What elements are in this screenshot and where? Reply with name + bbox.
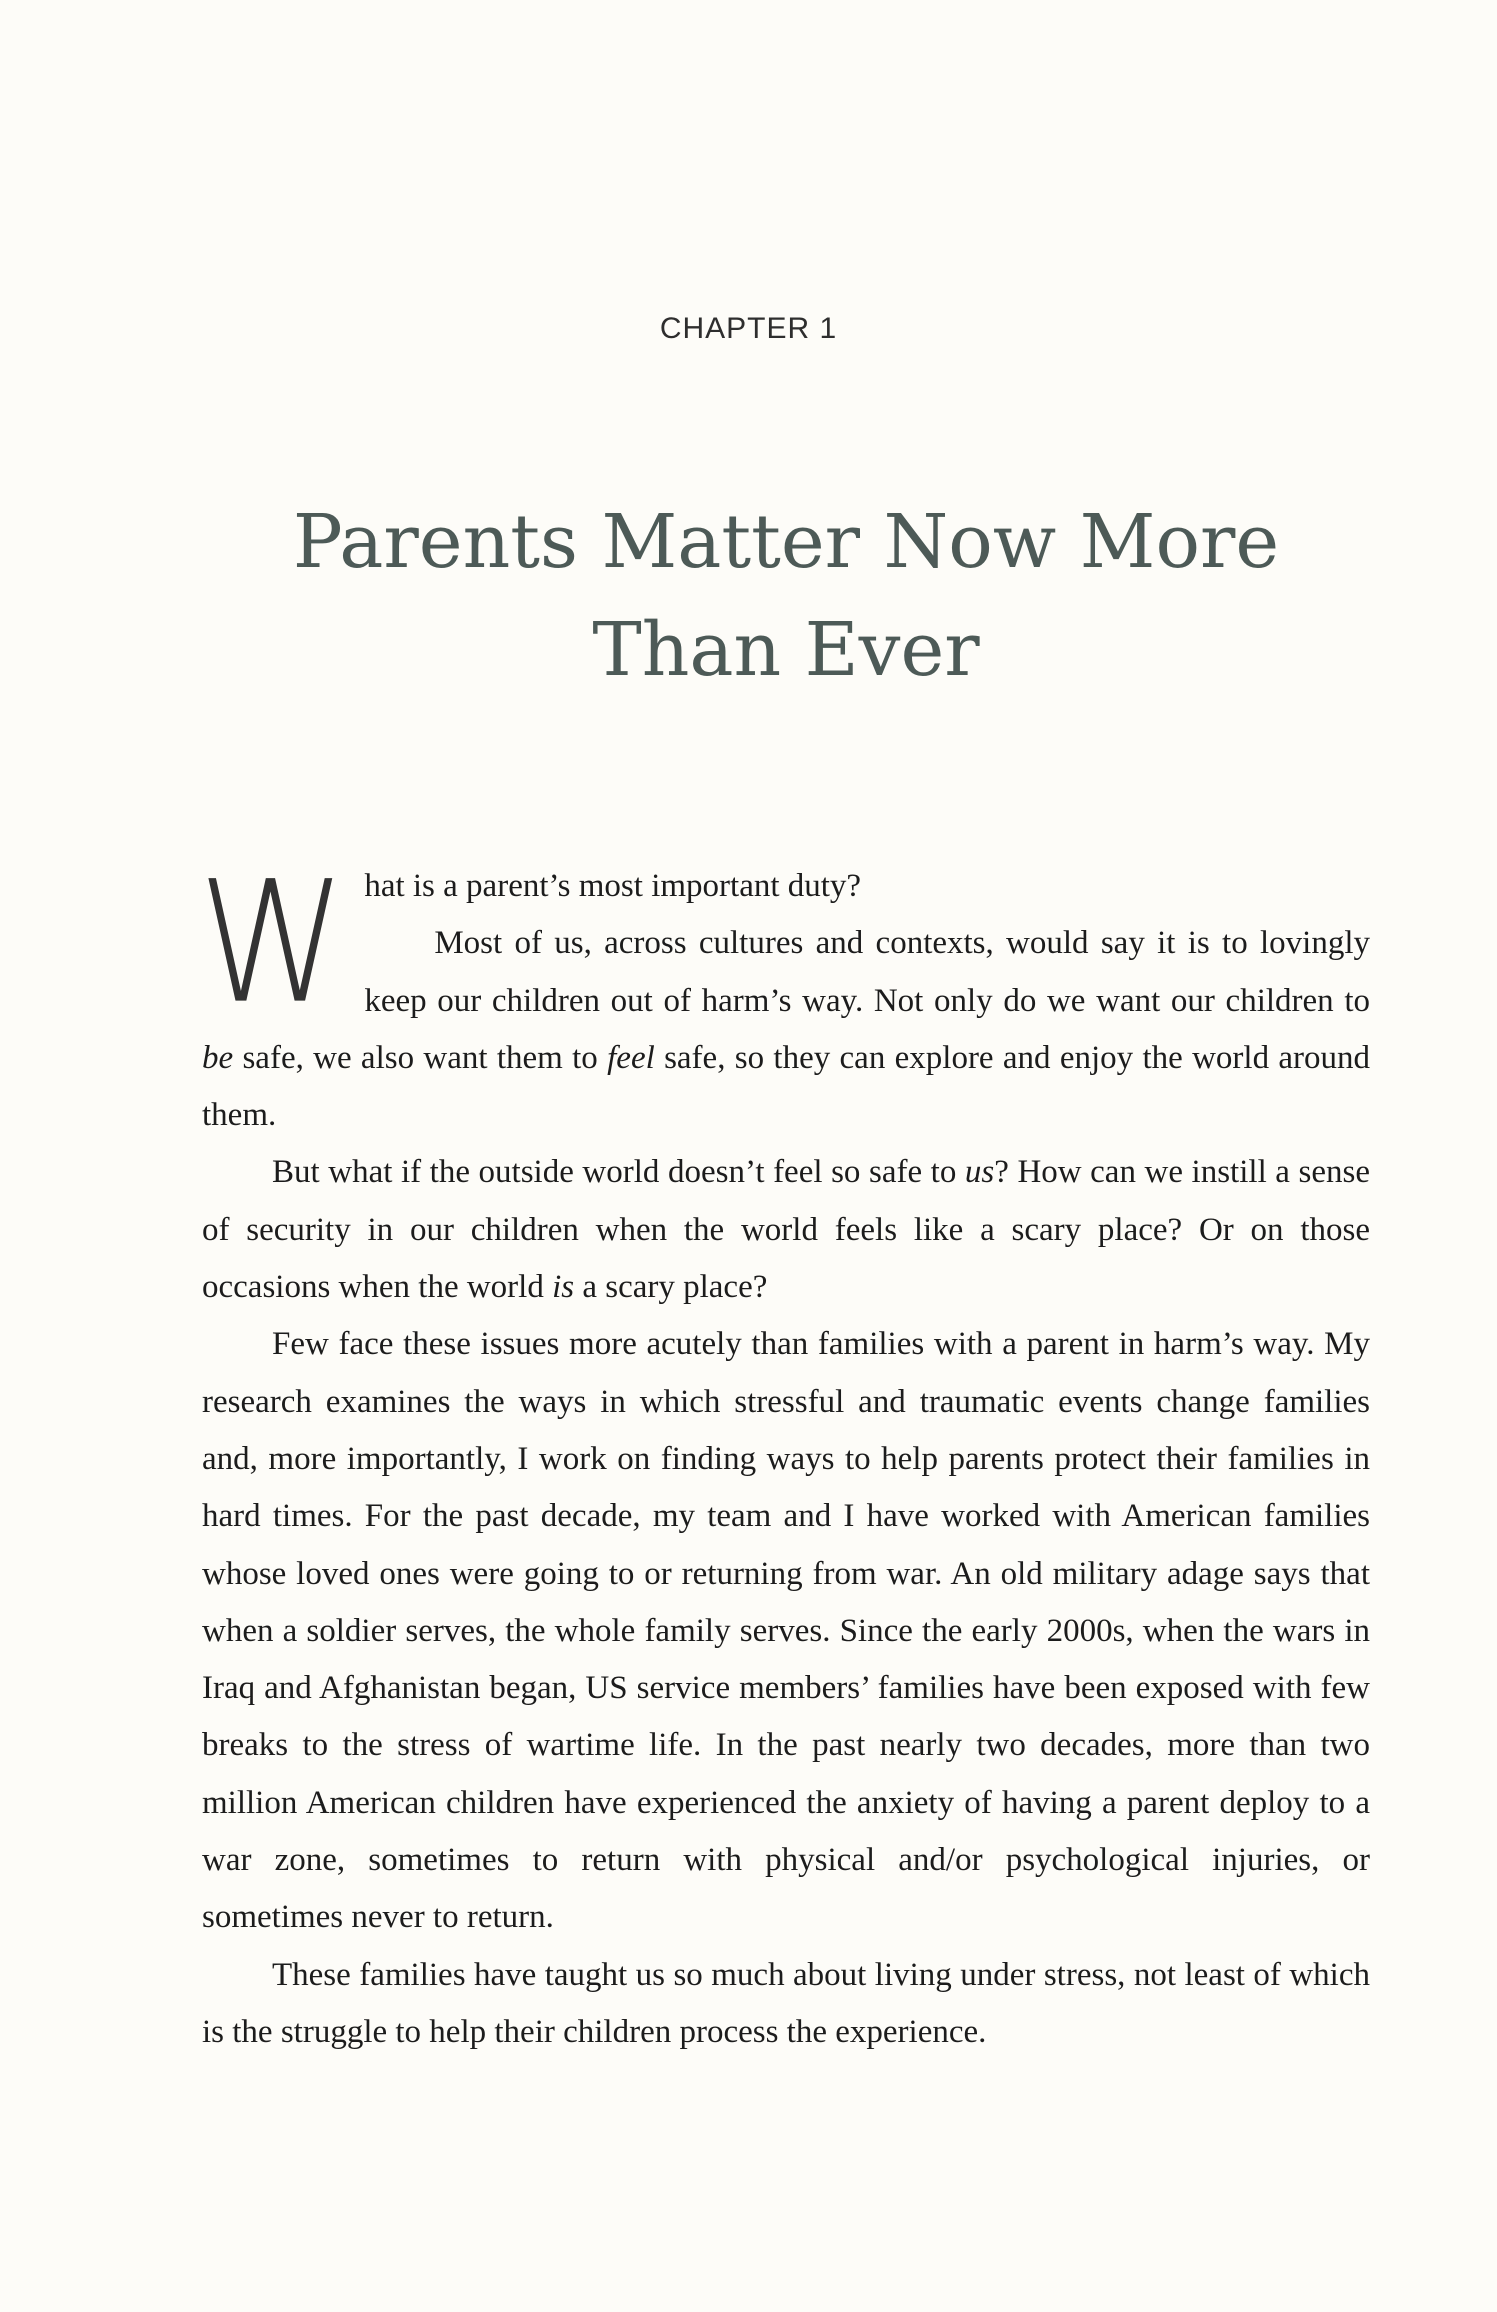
emphasis-feel: feel <box>607 1039 655 1076</box>
paragraph-3 <box>202 1144 1370 1316</box>
emphasis-is: is <box>552 1269 575 1306</box>
paragraph-1-text: hat is a parent’s most important duty? <box>364 868 862 904</box>
drop-cap: W <box>198 846 347 1041</box>
paragraph-3-text-c: a scary place? <box>574 1269 768 1306</box>
paragraph-5: These families have taught us so much about living under stress, not least of which is the struggle to help their children process the experience. <box>202 1956 1370 2050</box>
chapter-title-line-1: Parents Matter Now More <box>292 499 1280 585</box>
paragraph-4: Few face these issues more acutely than families with a parent in harm’s way. My research examines the ways in which stressful and traumatic events change families and, more importantly, I work on finding ways to help parents protect their families in hard times. For the past decade, my team and I have worked with American families whose loved ones were going to or returning from war. An old military adage says that when a soldier serves, the whole family serves. Since the early 2000s, when the wars in Iraq and Afghanistan began, US service members’ families have been exposed with few breaks to the stress of wartime life. In the past nearly two decades, more than two million American children have experienced the anxiety of having a parent deploy to a war zone, sometimes to return with physical and/or psychological injuries, or sometimes never to return. <box>202 1326 1370 1936</box>
body-text <box>198 846 1371 2061</box>
chapter-title-line-2: Than Ever <box>592 607 980 693</box>
emphasis-us: us <box>964 1154 995 1191</box>
paragraph-2-text-a: Most of us, across cultures and contexts, would say it is to lovingly keep our children out of harm’s way. Not only do we want our children to <box>364 925 1370 1019</box>
paragraph-1 <box>202 858 1370 915</box>
paragraph-3-text-b: ? How can we instill a sense of security in our children when the world feels like a scary place? Or on those occasions when the world <box>202 1154 1370 1306</box>
emphasis-be: be <box>202 1039 234 1076</box>
paragraph-3-text-a: But what if the outside world doesn’t feel so safe to <box>272 1154 965 1191</box>
chapter-title <box>0 488 1497 704</box>
chapter-label: CHAPTER 1 <box>659 312 838 345</box>
paragraph-2 <box>202 915 1370 1144</box>
paragraph-2-text-c: safe, so they can explore and enjoy the world around them. <box>202 1039 1371 1134</box>
paragraph-2-text-b: safe, we also want them to <box>233 1039 608 1076</box>
